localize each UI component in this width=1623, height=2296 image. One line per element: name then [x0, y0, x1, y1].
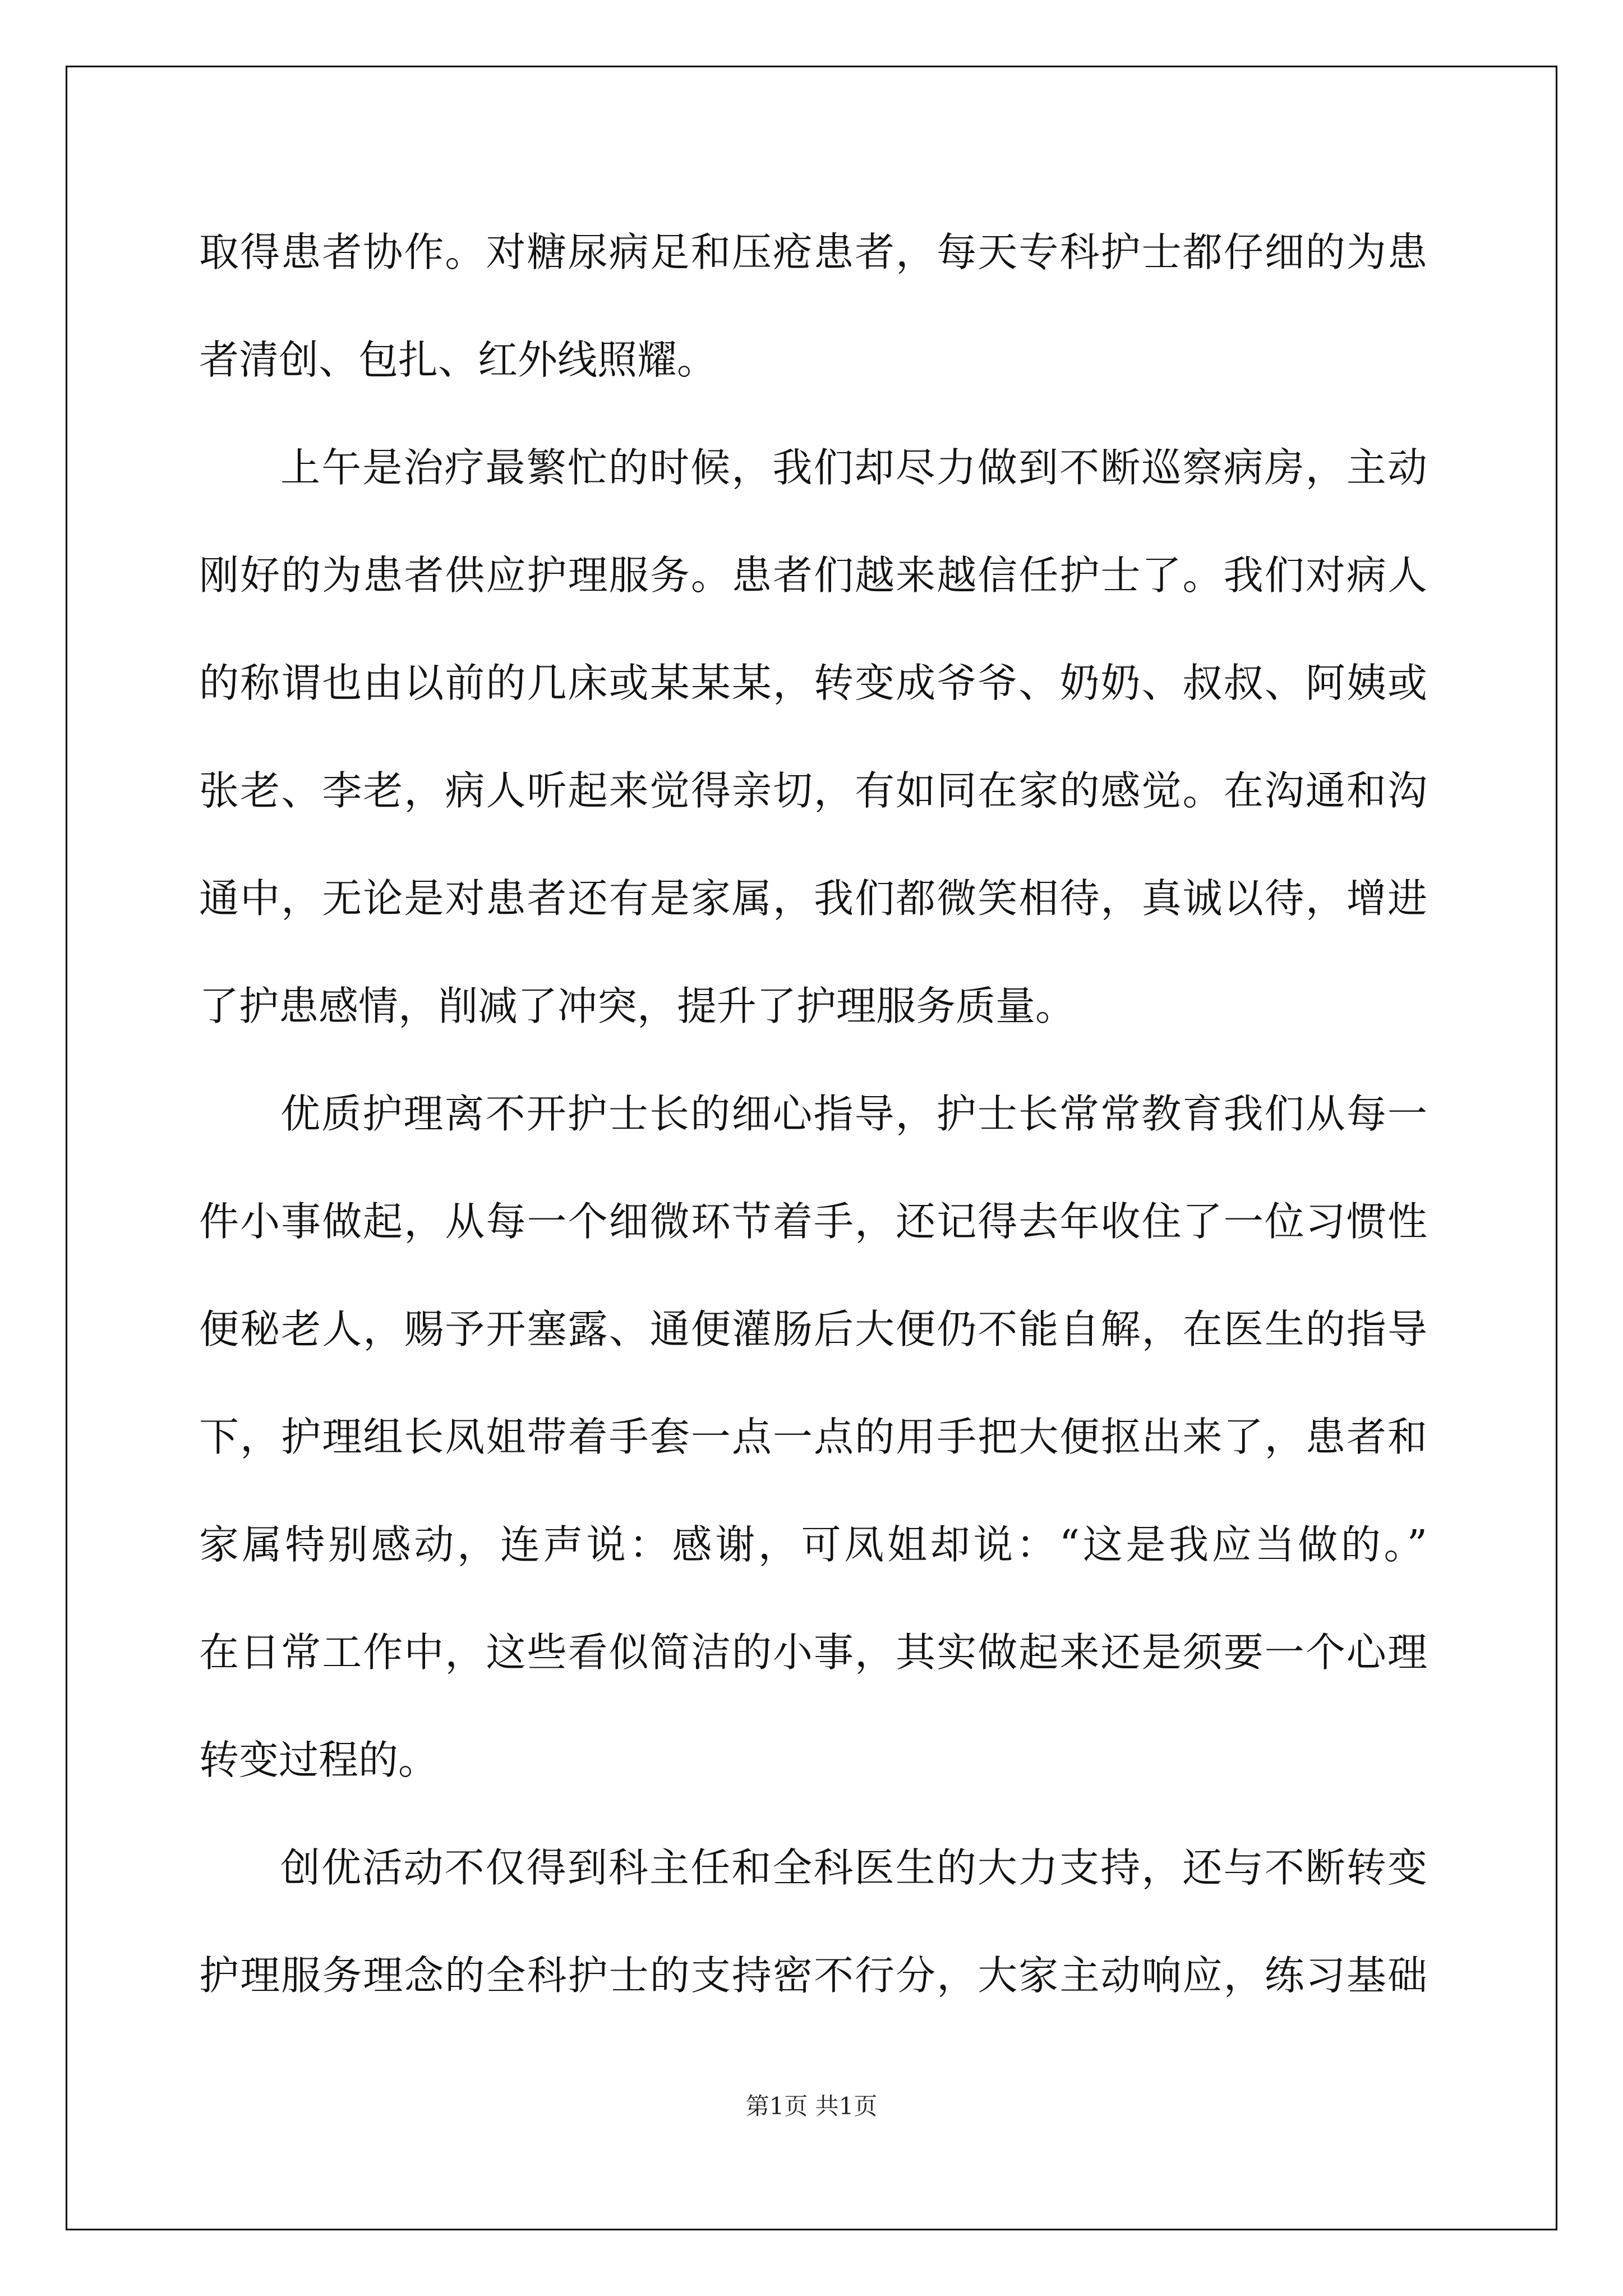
text-line: 者清创、包扎、红外线照耀。	[199, 337, 717, 383]
page-footer: 第1页 共1页	[745, 2092, 878, 2120]
text-line: 家属特别感动，连声说：感谢，可凤姐却说：“这是我应当做的。”	[199, 1521, 1427, 1568]
text-line: 刚好的为患者供应护理服务。患者们越来越信任护士了。我们对病人	[199, 552, 1427, 599]
text-line: 下，护理组长凤姐带着手套一点一点的用手把大便抠出来了，患者和	[199, 1414, 1427, 1460]
text-line: 上午是治疗最繁忙的时候，我们却尽力做到不断巡察病房，主动	[280, 444, 1427, 491]
text-line: 护理服务理念的全科护士的支持密不行分，大家主动响应，练习基础	[199, 1952, 1427, 1999]
text-line: 通中，无论是对患者还有是家属，我们都微笑相待，真诚以待，增进	[199, 875, 1427, 922]
text-line: 取得患者协作。对糖尿病足和压疮患者，每天专科护士都仔细的为患	[199, 229, 1427, 275]
text-line: 优质护理离不开护士长的细心指导，护士长常常教育我们从每一	[280, 1091, 1427, 1137]
text-line: 转变过程的。	[199, 1737, 439, 1783]
text-line: 在日常工作中，这些看似简洁的小事，其实做起来还是须要一个心理	[199, 1629, 1427, 1676]
text-line: 便秘老人，赐予开塞露、通便灌肠后大便仍不能自解，在医生的指导	[199, 1306, 1427, 1352]
text-line: 张老、李老，病人听起来觉得亲切，有如同在家的感觉。在沟通和沟	[199, 767, 1427, 814]
text-line: 了护患感情，削减了冲突，提升了护理服务质量。	[199, 983, 1076, 1029]
text-line: 件小事做起，从每一个细微环节着手，还记得去年收住了一位习惯性	[199, 1198, 1427, 1245]
text-line: 创优活动不仅得到科主任和全科医生的大力支持，还与不断转变	[280, 1844, 1427, 1891]
text-line: 的称谓也由以前的几床或某某某，转变成爷爷、奶奶、叔叔、阿姨或	[199, 660, 1427, 706]
document-body	[199, 210, 1427, 2041]
